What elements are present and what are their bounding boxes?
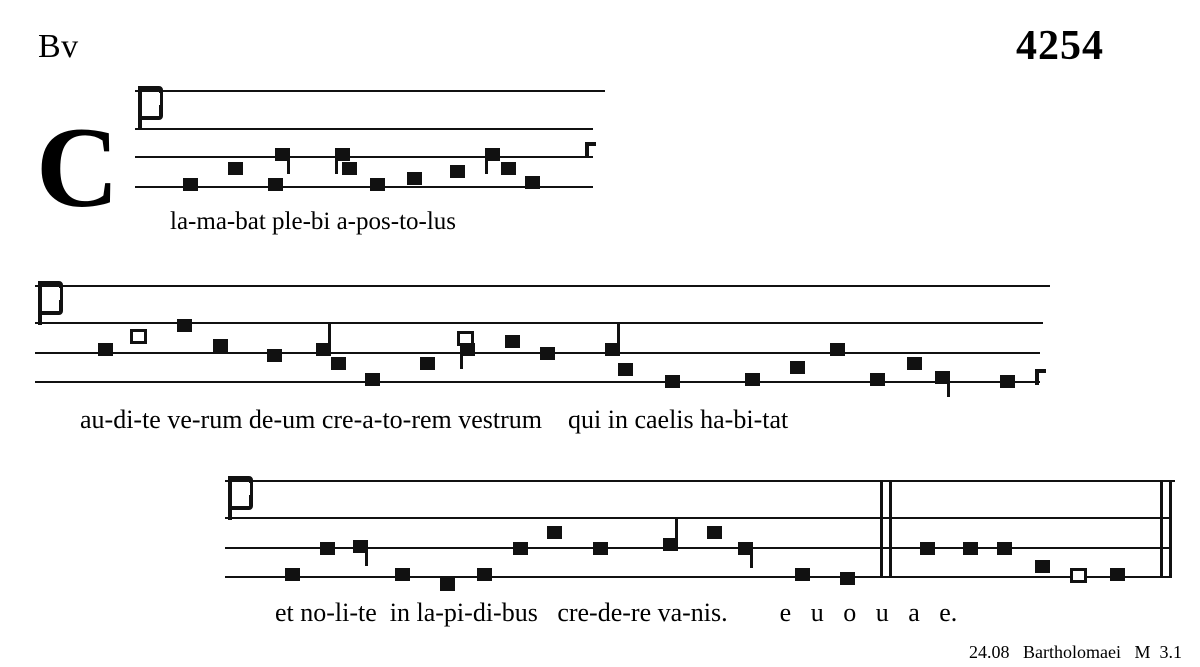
neume-note <box>228 162 243 175</box>
neume-note <box>935 371 950 384</box>
neume-note <box>460 343 475 356</box>
lyrics-line-2: au-di-te ve-rum de-um cre-a-to-rem vestrum qui in caelis ha-bi-tat <box>80 405 789 434</box>
neume-note <box>830 343 845 356</box>
barline <box>880 480 883 578</box>
neume-note <box>505 335 520 348</box>
neume-note <box>420 357 435 370</box>
neume-note <box>501 162 516 175</box>
neume-note <box>840 572 855 585</box>
neume-note <box>1110 568 1125 581</box>
neume-note <box>98 343 113 356</box>
footer-reference: 24.08 Bartholomaei M 3.1 <box>969 642 1182 662</box>
neume-note <box>485 148 500 161</box>
neume-note <box>997 542 1012 555</box>
staff-system-1 <box>135 90 605 210</box>
lyrics-line-3: et no-li-te in la-pi-di-bus cre-de-re va-nis. e u o u a e. <box>275 598 958 627</box>
neume-note <box>870 373 885 386</box>
neume-note <box>183 178 198 191</box>
neume-note <box>907 357 922 370</box>
neume-note <box>790 361 805 374</box>
neume-note <box>665 375 680 388</box>
staff-system-3 <box>225 480 1175 590</box>
staff-line <box>35 381 1040 383</box>
neume-note <box>331 357 346 370</box>
neume-note <box>1000 375 1015 388</box>
neume-note <box>275 148 290 161</box>
neume-note <box>268 178 283 191</box>
staff-line <box>135 128 593 130</box>
neume-note <box>450 165 465 178</box>
neume-note <box>477 568 492 581</box>
neume-note <box>335 148 350 161</box>
neume-note-hollow <box>130 329 147 344</box>
neume-note <box>370 178 385 191</box>
neume-note <box>1035 560 1050 573</box>
barline <box>1160 480 1163 578</box>
neume-note <box>605 343 620 356</box>
neume-note <box>365 373 380 386</box>
neume-note <box>320 542 335 555</box>
staff-system-2 <box>35 285 1050 395</box>
neume-note <box>177 319 192 332</box>
barline <box>889 480 892 578</box>
neume-note <box>213 339 228 352</box>
neume-note <box>618 363 633 376</box>
neume-note <box>513 542 528 555</box>
neume-note <box>920 542 935 555</box>
lyrics-line-1: la-ma-bat ple-bi a-pos-to-lus <box>170 208 457 235</box>
custos-icon <box>1035 369 1039 385</box>
neume-note <box>593 542 608 555</box>
neume-note <box>745 373 760 386</box>
staff-line <box>35 285 1050 287</box>
neume-note <box>795 568 810 581</box>
page-header-left: Bv <box>38 28 79 65</box>
neume-note <box>267 349 282 362</box>
page-header-number: 4254 <box>1016 23 1104 69</box>
staff-line <box>225 480 1175 482</box>
neume-note <box>738 542 753 555</box>
neume-note <box>547 526 562 539</box>
neume-note <box>707 526 722 539</box>
custos-icon <box>585 142 589 158</box>
drop-cap-initial: C <box>36 104 120 231</box>
staff-line <box>135 90 605 92</box>
neume-note <box>407 172 422 185</box>
staff-line <box>225 517 1170 519</box>
staff-line <box>225 576 1170 578</box>
neume-note <box>963 542 978 555</box>
neume-note <box>353 540 368 553</box>
neume-note <box>316 343 331 356</box>
neume-note <box>285 568 300 581</box>
neume-note-hollow <box>1070 568 1087 583</box>
staff-line <box>135 156 593 158</box>
barline <box>1169 480 1172 578</box>
neume-note <box>663 538 678 551</box>
neume-note <box>440 578 455 591</box>
staff-line <box>35 352 1040 354</box>
neume-note <box>540 347 555 360</box>
neume-note <box>342 162 357 175</box>
neume-note <box>395 568 410 581</box>
neume-note <box>525 176 540 189</box>
